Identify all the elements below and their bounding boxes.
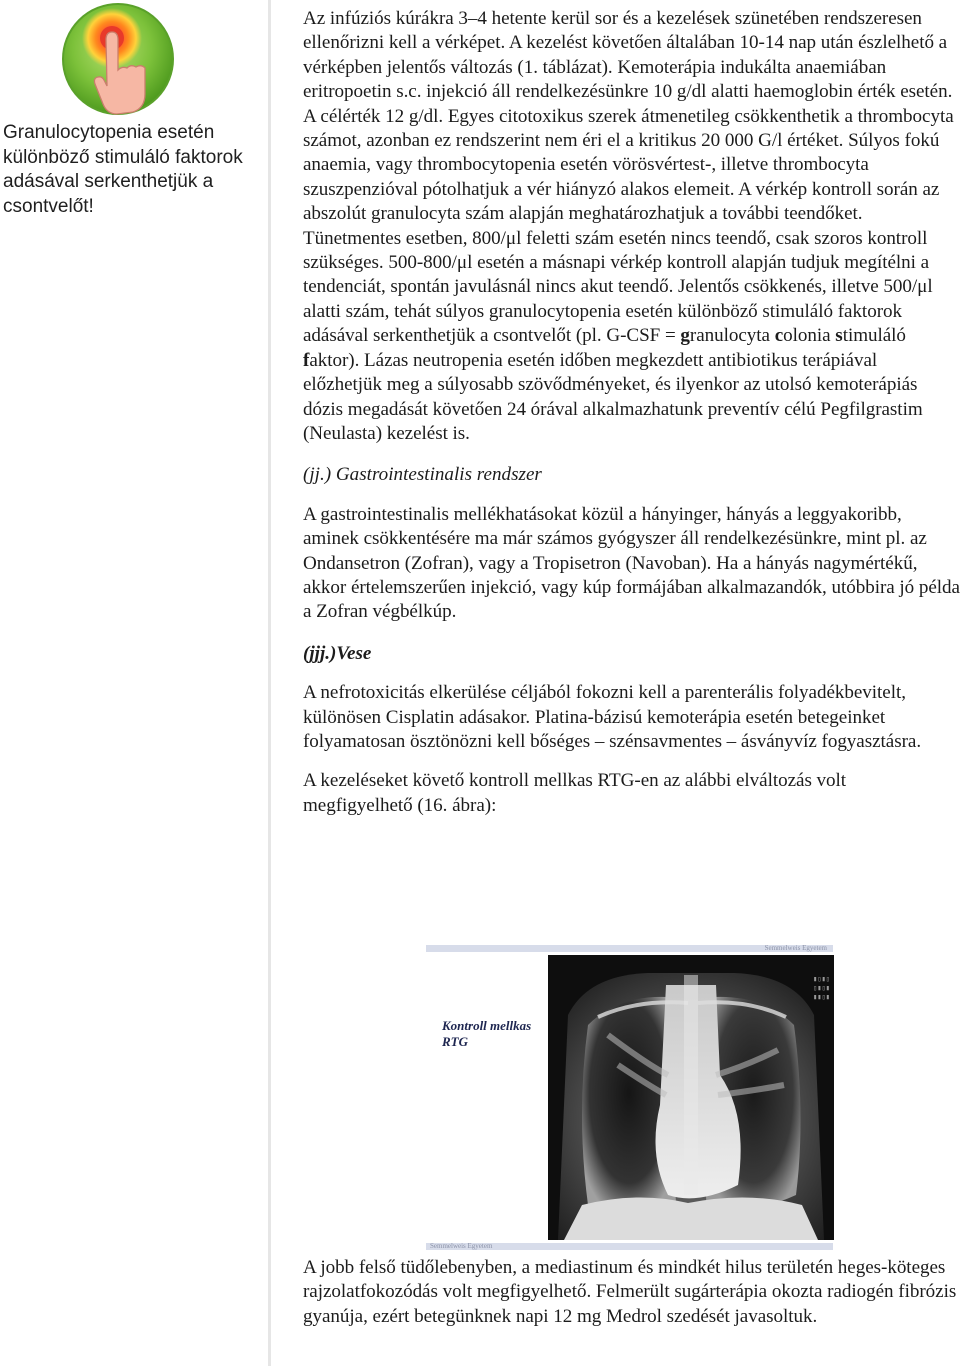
bold-letter: c [774, 325, 784, 347]
bold-letter: g [680, 325, 690, 347]
heading-gastrointestinal: (jj.) Gastrointestinalis rendszer [303, 464, 542, 486]
figure-caption-line: Kontroll mellkas [442, 1018, 532, 1033]
paragraph-conclusion: A jobb felső tüdőlebenyben, a mediastinum és mindkét hilus területén heges-köteges rajzolatfokozódás volt megfigyelhető. Felmerült sugárterápia okozta radiogén fibrózis gyanúja, ezért betegünknek napi 12 mg Medrol szedését javasoltuk. [303, 1257, 957, 1327]
bold-letter: f [303, 349, 310, 371]
xray-markings: ▮▯▮▯ ▯▮▯▮ ▮▮▯▮ [813, 975, 830, 1001]
paragraph-bloodcount [303, 7, 960, 446]
paragraph-kidney: A nefrotoxicitás elkerülése céljából fokozni kell a parenterális folyadékbevitelt, különösen Cisplatin adásakor. Platina-bázisú kemoterápia esetén betegeinket folyamatosan ösztönözni kell bőséges – szénsavmentes – ásványvíz fogyasztásra. [303, 682, 922, 752]
figure-bottom-strip [426, 1243, 833, 1250]
figure-top-strip [426, 945, 833, 952]
paragraph-text: timuláló [842, 325, 906, 347]
paragraph-text: Az infúziós kúrákra 3–4 hetente kerül sor és a kezelések szünetében rendszeresen ellenőrizni kell a vérképet. A kezelést követően általában 10-14 nap után észlelhető a vérképben jelentős változás (1. táblázat). Kemoterápia indukálta anaemiában eritropoetin s.c. injekció áll rendelkezésünkre 10 g/dl alatti haemoglobin érték esetén. A célérték 12 g/dl. Egyes citotoxikus szerek átmenetileg csökkenthetik a thrombocyta számot, azonban ez rendszerint nem éri el a kritikus 20 000 G/l értéket. Súlyos fokú anaemia, vagy thrombocytopenia esetén vörösvértest-, illetve thrombocyta szuszpenzióval pótolhatjuk a vér hiányzó alakos elemeit. A vérkép kontroll során az abszolút granulocyta szám alapján meghatározhatjuk a további teendőket. Tünetmentes esetben, 800/μl feletti szám esetén nincs teendő, csak szoros kontroll szükséges. 500-800/μl esetén a másnapi vérkép kontroll alapján tudjuk megítélni a tendenciát, spontán javulásnál nincs akut teendő. Jelentős csökkenés, illetve 500/μl alatti szám, tehát súlyos granulocytopenia esetén különböző stimuláló faktorok adásával serkenthetjük a csontvelőt (pl. G-CSF = [303, 8, 954, 347]
figure-caption [442, 1018, 562, 1050]
paragraph-xray-intro: A kezeléseket követő kontroll mellkas RTG-en az alábbi elváltozás volt megfigyelhető (16. ábra): [303, 770, 847, 816]
touch-hand-icon [60, 2, 178, 116]
paragraph-gastrointestinal: A gastrointestinalis mellékhatásokat közül a hányinger, hányás a leggyakoribb, aminek csökkentésére ma már számos gyógyszer áll rendelkezésünkre, mint pl. az Ondansetron (Zofran), vagy a Tropisetron (Navoban). Ha a hányás nagymértékű, akkor értelemszerűen injekció, vagy kúp formájában alkalmazandók, utóbbira jó példa a Zofran végbélkúp. [303, 503, 960, 623]
column-divider [268, 0, 271, 1366]
paragraph-text: olonia [783, 325, 836, 347]
heading-kidney: (jjj.)Vese [303, 642, 372, 664]
main-column-bottom [303, 1256, 960, 1329]
sidebar [0, 0, 268, 1366]
figure-caption-line: RTG [442, 1034, 468, 1049]
figure-16 [426, 945, 833, 1253]
watermark-text: Semmelweis Egyetem [764, 944, 827, 952]
main-column [303, 7, 960, 818]
paragraph-text: ranulocyta [689, 325, 775, 347]
paragraph-text: aktor). Lázas neutropenia esetén időben megkezdett antibiotikus terápiával előzhetjük meg a súlyosabb szövődményeket, és ilyenkor az utolsó kemoterápiás dózis megadását követően 24 órával alkalmazhatunk preventív célú Pegfilgrastim (Neulasta) kezelést is. [303, 349, 923, 444]
sidebar-note: Granulocytopenia esetén különböző stimuláló faktorok adásával serkenthetjük a csontvelőt! [3, 122, 243, 217]
chest-xray-image [548, 955, 834, 1240]
watermark-text: Semmelweis Egyetem [430, 1242, 493, 1250]
bold-letter: s [835, 325, 843, 347]
